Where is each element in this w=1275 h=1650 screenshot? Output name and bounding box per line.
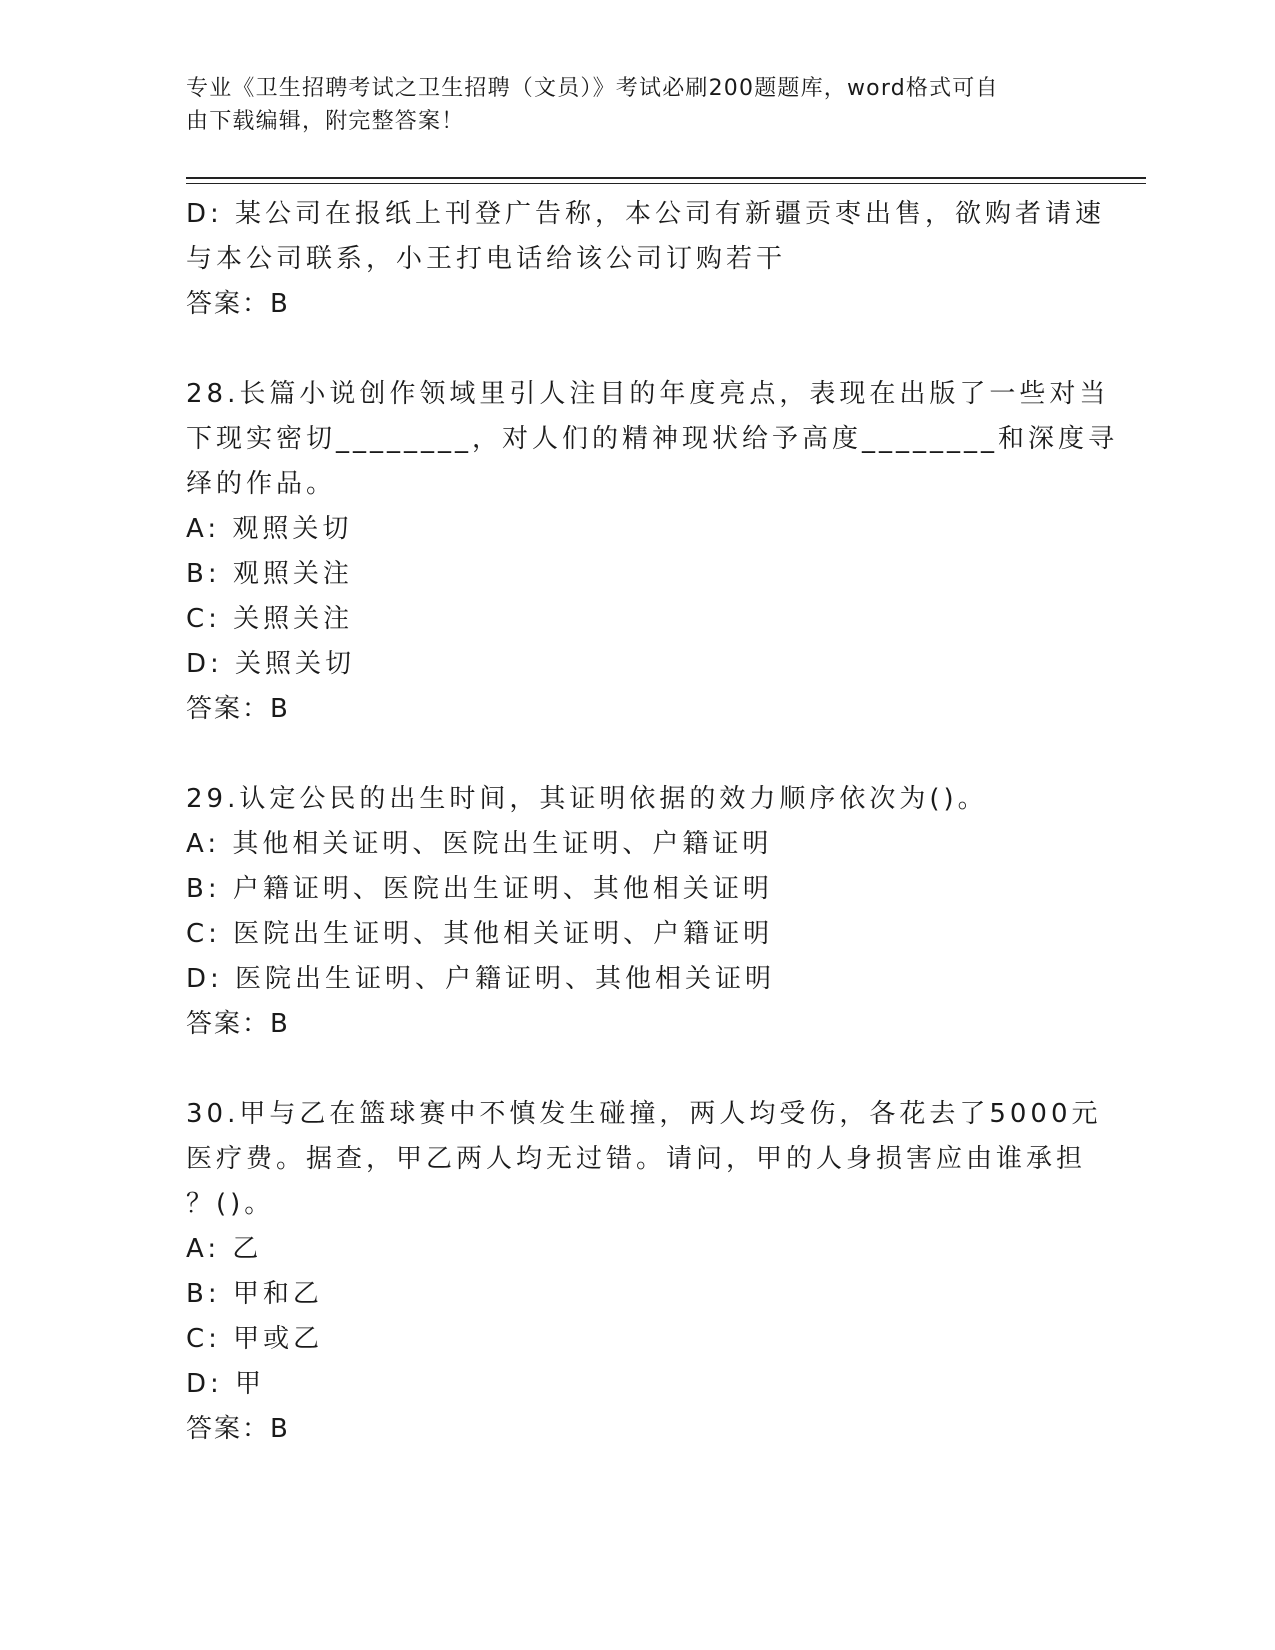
question-stem-line: 绎的作品。 — [186, 469, 337, 499]
answer-label: 答案： — [186, 1414, 271, 1444]
question-stem-line: ？()。 — [186, 1189, 275, 1219]
option-d: D: 医院出生证明、户籍证明、其他相关证明 — [186, 964, 776, 994]
question-stem-line: 28.长篇小说创作领域里引人注目的年度亮点，表现在出版了一些对当 — [186, 379, 1110, 409]
question-block-30 — [186, 1092, 1102, 1452]
option-a: A: 观照关切 — [186, 514, 353, 544]
option-a: A: 其他相关证明、医院出生证明、户籍证明 — [186, 829, 773, 859]
question-stem-line: 29.认定公民的出生时间，其证明依据的效力顺序依次为()。 — [186, 784, 988, 814]
answer-line — [186, 282, 1066, 327]
header-divider-thin — [186, 183, 1146, 184]
option-c: C: 关照关注 — [186, 604, 354, 634]
option-b: B: 甲和乙 — [186, 1279, 323, 1309]
answer-line — [186, 1002, 1066, 1047]
answer-line — [186, 687, 1066, 732]
answer-key: B — [270, 1009, 290, 1039]
header-divider-thick — [186, 177, 1146, 179]
answer-label: 答案： — [186, 694, 271, 724]
question-block-29 — [186, 777, 1066, 1047]
option-d: D: 关照关切 — [186, 649, 356, 679]
answer-label: 答案： — [186, 1009, 271, 1039]
question-list — [186, 192, 1119, 1497]
option-a: A: 乙 — [186, 1234, 263, 1264]
question-line: D: 某公司在报纸上刊登广告称，本公司有新疆贡枣出售，欲购者请速 — [186, 199, 1106, 229]
question-line: 与本公司联系，小王打电话给该公司订购若干 — [186, 244, 787, 274]
question-block-28 — [186, 372, 1119, 732]
answer-label: 答案： — [186, 289, 271, 319]
option-d: D: 甲 — [186, 1369, 266, 1399]
header-line-1: 专业《卫生招聘考试之卫生招聘（文员）》考试必刷200题题库，word格式可自 — [186, 76, 999, 101]
option-b: B: 户籍证明、医院出生证明、其他相关证明 — [186, 874, 773, 904]
question-block-27 — [186, 192, 1106, 327]
option-b: B: 观照关注 — [186, 559, 353, 589]
question-stem-line: 下现实密切________，对人们的精神现状给予高度________和深度寻 — [186, 424, 1119, 454]
question-stem-line: 医疗费。据查，甲乙两人均无过错。请问，甲的人身损害应由谁承担 — [186, 1144, 1087, 1174]
option-c: C: 医院出生证明、其他相关证明、户籍证明 — [186, 919, 774, 949]
document-header — [186, 72, 1066, 138]
answer-key: B — [270, 1414, 290, 1444]
question-stem-line: 30.甲与乙在篮球赛中不慎发生碰撞，两人均受伤，各花去了5000元 — [186, 1099, 1102, 1129]
answer-line — [186, 1407, 1066, 1452]
answer-key: B — [270, 694, 290, 724]
option-c: C: 甲或乙 — [186, 1324, 324, 1354]
answer-key: B — [270, 289, 290, 319]
header-line-2: 由下载编辑，附完整答案！ — [186, 109, 465, 134]
